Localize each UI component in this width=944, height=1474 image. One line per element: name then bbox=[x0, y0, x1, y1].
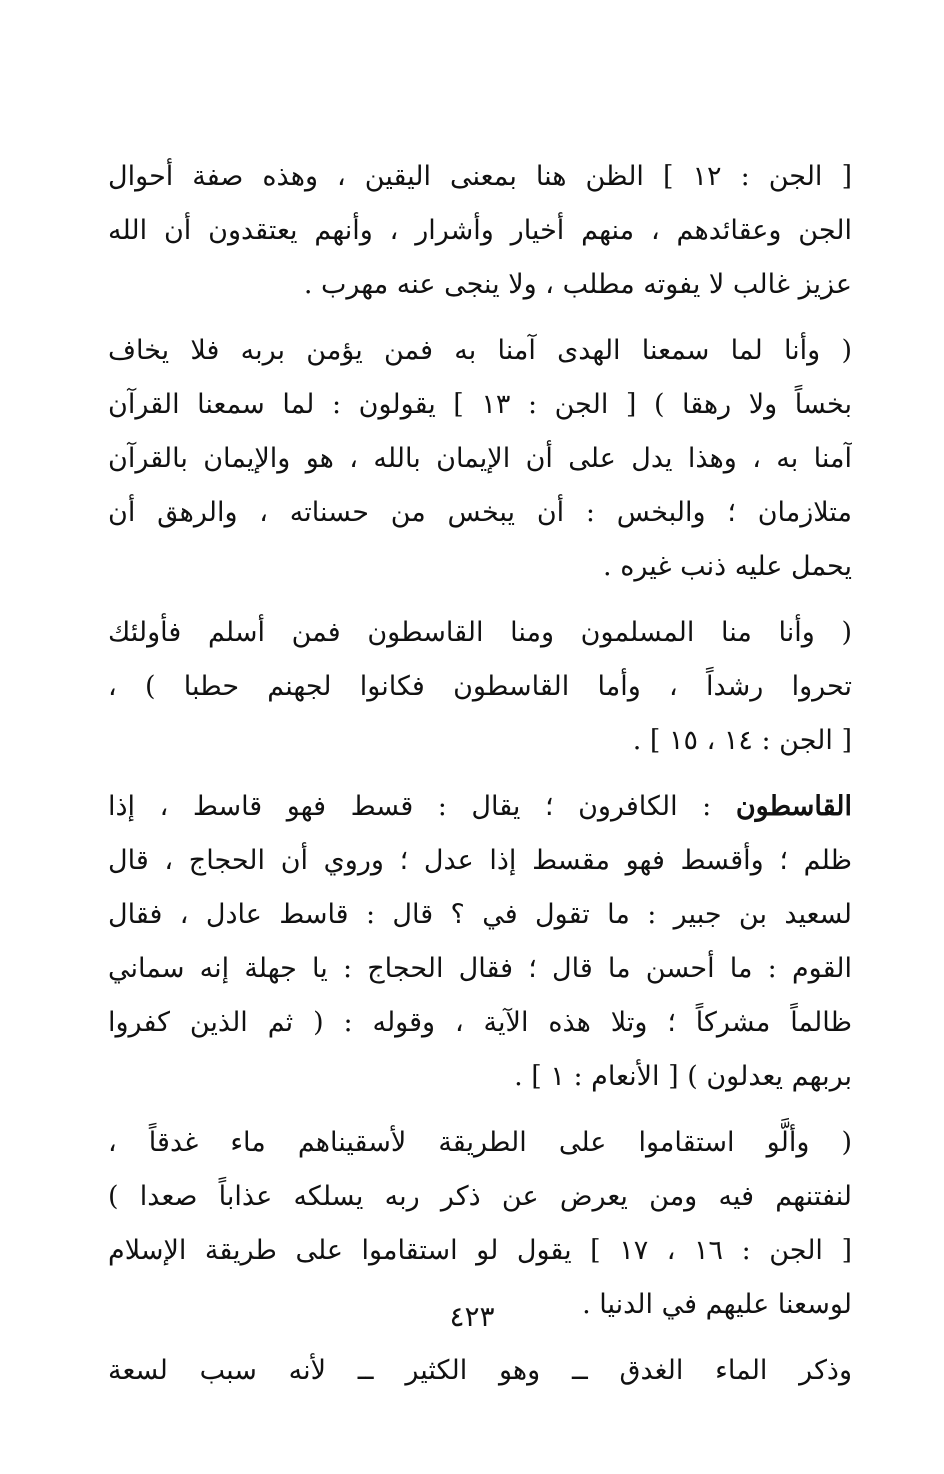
text-line bbox=[108, 780, 852, 834]
text-line: لنفتنهم فيه ومن يعرض عن ذكر ربه يسلكه عذاباً صعدا ) bbox=[108, 1181, 852, 1212]
text-span: : الكافرون ؛ يقال : قسط فهو قاسط ، إذا bbox=[108, 791, 736, 822]
text-line: لسعيد بن جبير : ما تقول في ؟ قال : قاسط عادل ، فقال bbox=[108, 899, 852, 930]
text-line: بخساً ولا رهقا ) [ الجن : ١٣ ] يقولون : لما سمعنا القرآن bbox=[108, 389, 852, 420]
text-line: لوسعنا عليهم في الدنيا . bbox=[582, 1289, 852, 1320]
text-line: [ الجن : ١٤ ، ١٥ ] . bbox=[632, 725, 852, 756]
paragraph-2 bbox=[108, 324, 852, 594]
paragraph-6 bbox=[108, 1344, 852, 1398]
text-line: ( وألَّو استقاموا على الطريقة لأسقيناهم ماء غدقاً ، bbox=[108, 1127, 852, 1158]
text-line: وذكر الماء الغدق ــ وهو الكثير ــ لأنه سبب لسعة bbox=[108, 1355, 852, 1386]
text-line: تحروا رشداً ، وأما القاسطون فكانوا لجهنم حطبا ) ، bbox=[108, 671, 852, 702]
text-line: ( وأنا لما سمعنا الهدى آمنا به فمن يؤمن بربه فلا يخاف bbox=[108, 335, 852, 366]
text-line: القوم : ما أحسن ما قال ؛ فقال الحجاج : يا جهلة إنه سماني bbox=[108, 953, 852, 984]
text-line: آمنا به ، وهذا يدل على أن الإيمان بالله ، هو والإيمان بالقرآن bbox=[108, 443, 852, 474]
text-line: متلازمان ؛ والبخس : أن يبخس من حسناته ، والرهق أن bbox=[108, 497, 852, 528]
text-line: بربهم يعدلون ) [ الأنعام : ١ ] . bbox=[514, 1061, 852, 1092]
paragraph-4 bbox=[108, 780, 852, 1104]
text-line: يحمل عليه ذنب غيره . bbox=[603, 551, 852, 582]
page-body bbox=[108, 150, 852, 1410]
text-line: عزيز غالب لا يفوته مطلب ، ولا ينجى عنه مهرب . bbox=[303, 269, 852, 300]
text-line: ظلم ؛ وأقسط فهو مقسط إذا عدل ؛ وروي أن الحجاج ، قال bbox=[108, 845, 852, 876]
text-line: ظالماً مشركاً ؛ وتلا هذه الآية ، وقوله : ( ثم الذين كفروا bbox=[108, 1007, 852, 1038]
paragraph-3 bbox=[108, 606, 852, 768]
text-line: الجن وعقائدهم ، منهم أخيار وأشرار ، وأنهم يعتقدون أن الله bbox=[108, 215, 852, 246]
term-heading: القاسطون bbox=[735, 791, 852, 822]
page-number: ٤٢٣ bbox=[449, 1300, 495, 1333]
text-line: [ الجن : ١٦ ، ١٧ ] يقول لو استقاموا على طريقة الإسلام bbox=[108, 1235, 852, 1266]
text-line: ( وأنا منا المسلمون ومنا القاسطون فمن أسلم فأولئك bbox=[108, 617, 852, 648]
paragraph-1 bbox=[108, 150, 852, 312]
text-line: [ الجن : ١٢ ] الظن هنا بمعنى اليقين ، وهذه صفة أحوال bbox=[108, 161, 852, 192]
